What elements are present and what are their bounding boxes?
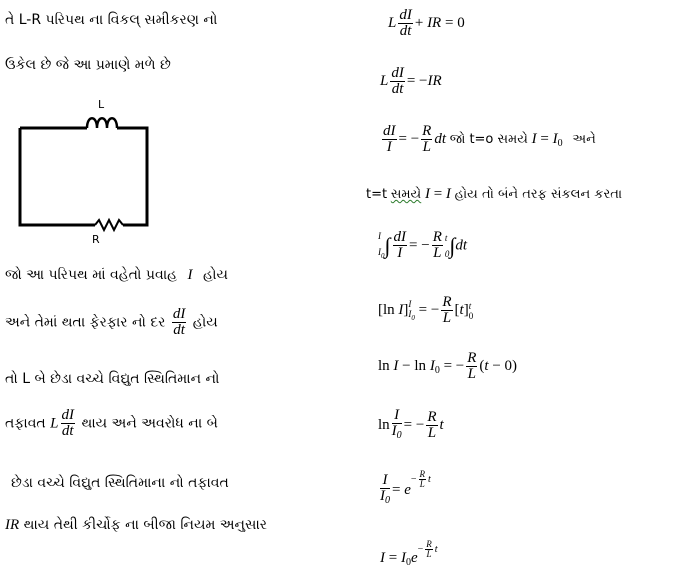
text-line-6: તફાવત L $\frac{dI}{dt}$ થાય અને અવરોધ ના બે	[5, 407, 218, 439]
eq4-text-1: સમયે	[390, 187, 422, 202]
eq4-text-2: હોય તો બંને તરફ સંકલન કરતા	[454, 187, 623, 202]
equation-4-text: t=t સમયે I = I હોય તો બંને તરફ સંકલન કરતા	[366, 186, 623, 202]
line3-text-pre: જો આ પરિપથ માં વહેતો પ્રવાહ	[5, 267, 178, 283]
eq3-text-2: અને	[572, 131, 596, 147]
equation-2: L $\frac{dI}{dt}$ = −IR	[380, 65, 442, 97]
inductor-coil	[87, 118, 117, 128]
eq4-t: t=t	[366, 187, 388, 202]
equation-9: $\frac{I}{I_0}$ = e− $\frac{R}{L}$ t	[380, 469, 431, 506]
eq3-text-1: જો t=o સમયે	[449, 131, 528, 147]
equation-8: ln $\frac{I}{I_0}$ = − $\frac{R}{L}$ t	[378, 407, 444, 441]
line8-text-post: થાય તેથી કીર્ચોફ ના બીજા નિયમ અનુસાર	[23, 517, 267, 533]
equation-10: $I = I_0e-$ $\frac{R}{L}$ t	[380, 539, 438, 568]
text-line-8	[5, 516, 267, 534]
equation-5: I $I_0$ ∫ $\frac{dI}{I}$ = − $\frac{R}{L}$ t 0 ∫dt	[378, 229, 468, 262]
equation-6: [ln I] I $I_0$ = − $\frac{R}{L}$ [t] t 0	[378, 294, 474, 326]
text-line-1: તે L-R પરિપથ ના વિકલ્ સમીકરણ નો	[5, 12, 218, 28]
equation-3: $\frac{dI}{I}$ = − $\frac{R}{L}$ dt જો t=o સમયે $I = I_0$ અને	[383, 123, 596, 155]
text-line-3	[5, 266, 228, 284]
equation-7: $\ln I - \ln I_0$ = − $\frac{R}{L}$ (t − 0)	[378, 350, 518, 382]
fraction-dI-dt: $\frac{dI}{dt}$	[172, 306, 186, 338]
equation-1: L $\frac{dI}{dt}$ + IR = 0	[388, 7, 465, 39]
circuit-wire	[117, 128, 147, 225]
text-line-5: તો L બે છેડા વચ્ચે વિદ્યુત સ્થિતિમાન નો	[5, 371, 220, 387]
text-line-4	[5, 307, 218, 338]
line4-text-post: હોય	[192, 314, 218, 331]
circuit-wire	[20, 128, 95, 225]
text-line-2: ઉકેલ છે જે આ પ્રમાણે મળે છે	[5, 57, 171, 73]
line3-text-post: હોય	[203, 267, 228, 283]
resistor-label: R	[92, 233, 100, 245]
line6-text-post: થાય અને અવરોધ ના બે	[81, 415, 218, 432]
ir-var: IR	[5, 517, 20, 533]
inductor-label: L	[98, 98, 105, 111]
text-line-7: છેડા વચ્ચે વિદ્યુત સ્થિતિમાના નો તફાવત	[11, 475, 229, 491]
lr-circuit-diagram	[15, 95, 155, 245]
line6-text-pre: તફાવત	[5, 415, 46, 432]
current-var: I	[187, 267, 193, 283]
fraction-dI-dt: $\frac{dI}{dt}$	[61, 407, 75, 439]
resistor	[95, 220, 123, 230]
line4-text-pre: અને તેમાં થતા ફેરફાર નો દર	[5, 314, 166, 331]
